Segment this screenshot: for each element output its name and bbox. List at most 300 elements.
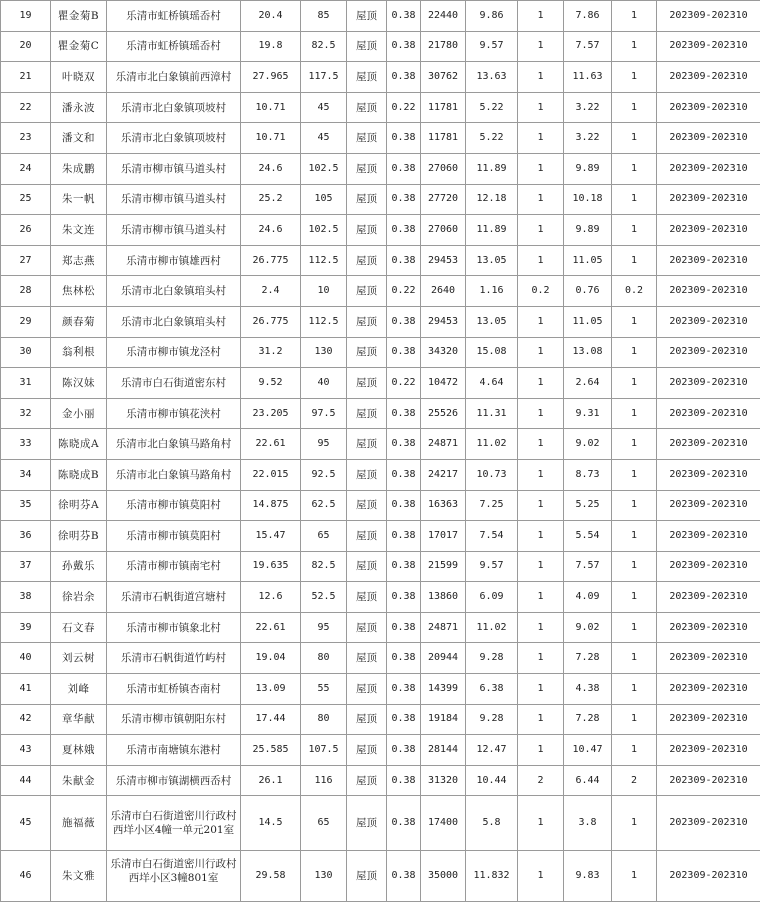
- install-address-cell: 乐清市虹桥镇瑶岙村: [107, 31, 241, 62]
- install-address-cell: 乐清市柳市镇龙泾村: [107, 337, 241, 368]
- owner-name-cell: 徐岩余: [51, 582, 107, 613]
- billing-period-cell: 202309-202310: [657, 306, 760, 337]
- subsidy-amount-cell: 1.16: [466, 276, 518, 307]
- share-a-cell: 1: [518, 612, 564, 643]
- share-c-cell: 1: [612, 153, 657, 184]
- owner-name-cell: 郑志燕: [51, 245, 107, 276]
- unit-price-cell: 0.38: [387, 551, 421, 582]
- install-type-cell: 屋顶: [347, 123, 387, 154]
- install-type-cell: 屋顶: [347, 765, 387, 796]
- generation-kwh-cell: 27720: [421, 184, 466, 215]
- owner-name-cell: 朱献金: [51, 765, 107, 796]
- capacity-kw-cell: 17.44: [241, 704, 301, 735]
- unit-price-cell: 0.38: [387, 643, 421, 674]
- subsidy-amount-cell: 4.64: [466, 368, 518, 399]
- row-number-cell: 46: [1, 851, 51, 902]
- install-type-cell: 屋顶: [347, 306, 387, 337]
- install-type-cell: 屋顶: [347, 1, 387, 32]
- generation-kwh-cell: 13860: [421, 582, 466, 613]
- install-type-cell: 屋顶: [347, 612, 387, 643]
- panel-area-cell: 102.5: [301, 215, 347, 246]
- owner-name-cell: 章华献: [51, 704, 107, 735]
- panel-area-cell: 112.5: [301, 245, 347, 276]
- generation-kwh-cell: 28144: [421, 735, 466, 766]
- billing-period-cell: 202309-202310: [657, 398, 760, 429]
- subsidy-amount-cell: 10.73: [466, 459, 518, 490]
- install-address-cell: 乐清市白石街道密川行政村西垟小区4幢一单元201室: [107, 796, 241, 851]
- share-c-cell: 1: [612, 612, 657, 643]
- subsidy-amount-cell: 5.22: [466, 123, 518, 154]
- table-row: [1, 368, 760, 399]
- subsidy-amount-cell: 13.63: [466, 62, 518, 93]
- generation-kwh-cell: 27060: [421, 215, 466, 246]
- share-c-cell: 1: [612, 215, 657, 246]
- share-b-cell: 0.76: [564, 276, 612, 307]
- share-b-cell: 11.63: [564, 62, 612, 93]
- unit-price-cell: 0.38: [387, 704, 421, 735]
- subsidy-amount-cell: 7.25: [466, 490, 518, 521]
- capacity-kw-cell: 14.5: [241, 796, 301, 851]
- billing-period-cell: 202309-202310: [657, 245, 760, 276]
- unit-price-cell: 0.38: [387, 337, 421, 368]
- capacity-kw-cell: 13.09: [241, 674, 301, 705]
- owner-name-cell: 叶晓双: [51, 62, 107, 93]
- share-b-cell: 9.02: [564, 612, 612, 643]
- panel-area-cell: 95: [301, 612, 347, 643]
- billing-period-cell: 202309-202310: [657, 31, 760, 62]
- share-b-cell: 11.05: [564, 306, 612, 337]
- panel-area-cell: 95: [301, 429, 347, 460]
- billing-period-cell: 202309-202310: [657, 704, 760, 735]
- panel-area-cell: 82.5: [301, 31, 347, 62]
- panel-area-cell: 65: [301, 521, 347, 552]
- subsidy-amount-cell: 6.38: [466, 674, 518, 705]
- billing-period-cell: 202309-202310: [657, 765, 760, 796]
- table-row: [1, 582, 760, 613]
- install-type-cell: 屋顶: [347, 643, 387, 674]
- panel-area-cell: 116: [301, 765, 347, 796]
- generation-kwh-cell: 24217: [421, 459, 466, 490]
- share-b-cell: 10.18: [564, 184, 612, 215]
- share-c-cell: 1: [612, 429, 657, 460]
- share-a-cell: 1: [518, 459, 564, 490]
- table-row: [1, 704, 760, 735]
- install-type-cell: 屋顶: [347, 429, 387, 460]
- owner-name-cell: 刘峰: [51, 674, 107, 705]
- panel-area-cell: 80: [301, 704, 347, 735]
- capacity-kw-cell: 24.6: [241, 215, 301, 246]
- owner-name-cell: 徐明芬A: [51, 490, 107, 521]
- table-row: [1, 490, 760, 521]
- owner-name-cell: 焦林松: [51, 276, 107, 307]
- install-type-cell: 屋顶: [347, 521, 387, 552]
- install-address-cell: 乐清市柳市镇朝阳东村: [107, 704, 241, 735]
- billing-period-cell: 202309-202310: [657, 429, 760, 460]
- install-address-cell: 乐清市柳市镇象北村: [107, 612, 241, 643]
- install-address-cell: 乐清市北白象镇项坡村: [107, 123, 241, 154]
- share-c-cell: 1: [612, 245, 657, 276]
- unit-price-cell: 0.38: [387, 521, 421, 552]
- install-address-cell: 乐清市白石街道密东村: [107, 368, 241, 399]
- capacity-kw-cell: 27.965: [241, 62, 301, 93]
- subsidy-amount-cell: 9.57: [466, 31, 518, 62]
- generation-kwh-cell: 30762: [421, 62, 466, 93]
- unit-price-cell: 0.38: [387, 215, 421, 246]
- share-b-cell: 4.38: [564, 674, 612, 705]
- unit-price-cell: 0.38: [387, 796, 421, 851]
- unit-price-cell: 0.38: [387, 245, 421, 276]
- generation-kwh-cell: 11781: [421, 92, 466, 123]
- share-a-cell: 1: [518, 31, 564, 62]
- unit-price-cell: 0.38: [387, 1, 421, 32]
- share-c-cell: 1: [612, 521, 657, 552]
- billing-period-cell: 202309-202310: [657, 551, 760, 582]
- panel-area-cell: 112.5: [301, 306, 347, 337]
- panel-area-cell: 45: [301, 92, 347, 123]
- share-b-cell: 9.89: [564, 153, 612, 184]
- share-c-cell: 1: [612, 643, 657, 674]
- capacity-kw-cell: 25.585: [241, 735, 301, 766]
- subsidy-amount-cell: 10.44: [466, 765, 518, 796]
- generation-kwh-cell: 25526: [421, 398, 466, 429]
- share-b-cell: 7.57: [564, 31, 612, 62]
- row-number-cell: 28: [1, 276, 51, 307]
- panel-area-cell: 97.5: [301, 398, 347, 429]
- unit-price-cell: 0.22: [387, 276, 421, 307]
- panel-area-cell: 40: [301, 368, 347, 399]
- billing-period-cell: 202309-202310: [657, 184, 760, 215]
- billing-period-cell: 202309-202310: [657, 62, 760, 93]
- share-a-cell: 1: [518, 674, 564, 705]
- subsidy-amount-cell: 7.54: [466, 521, 518, 552]
- unit-price-cell: 0.38: [387, 62, 421, 93]
- share-a-cell: 1: [518, 521, 564, 552]
- generation-kwh-cell: 29453: [421, 245, 466, 276]
- generation-kwh-cell: 17017: [421, 521, 466, 552]
- install-address-cell: 乐清市石帆街道竹屿村: [107, 643, 241, 674]
- row-number-cell: 34: [1, 459, 51, 490]
- billing-period-cell: 202309-202310: [657, 368, 760, 399]
- owner-name-cell: 朱文连: [51, 215, 107, 246]
- row-number-cell: 25: [1, 184, 51, 215]
- panel-area-cell: 45: [301, 123, 347, 154]
- capacity-kw-cell: 2.4: [241, 276, 301, 307]
- install-type-cell: 屋顶: [347, 276, 387, 307]
- row-number-cell: 45: [1, 796, 51, 851]
- share-b-cell: 9.02: [564, 429, 612, 460]
- panel-area-cell: 130: [301, 851, 347, 902]
- install-type-cell: 屋顶: [347, 704, 387, 735]
- share-a-cell: 1: [518, 851, 564, 902]
- capacity-kw-cell: 19.8: [241, 31, 301, 62]
- owner-name-cell: 潘永波: [51, 92, 107, 123]
- capacity-kw-cell: 20.4: [241, 1, 301, 32]
- share-c-cell: 1: [612, 368, 657, 399]
- install-type-cell: 屋顶: [347, 796, 387, 851]
- table-row: [1, 306, 760, 337]
- capacity-kw-cell: 26.775: [241, 245, 301, 276]
- row-number-cell: 38: [1, 582, 51, 613]
- owner-name-cell: 徐明芬B: [51, 521, 107, 552]
- row-number-cell: 42: [1, 704, 51, 735]
- unit-price-cell: 0.38: [387, 851, 421, 902]
- billing-period-cell: 202309-202310: [657, 215, 760, 246]
- install-address-cell: 乐清市北白象镇琯头村: [107, 306, 241, 337]
- subsidy-amount-cell: 9.86: [466, 1, 518, 32]
- share-c-cell: 1: [612, 1, 657, 32]
- install-type-cell: 屋顶: [347, 215, 387, 246]
- owner-name-cell: 刘云树: [51, 643, 107, 674]
- install-address-cell: 乐清市柳市镇莫阳村: [107, 490, 241, 521]
- subsidy-amount-cell: 5.22: [466, 92, 518, 123]
- table-row: [1, 398, 760, 429]
- panel-area-cell: 105: [301, 184, 347, 215]
- generation-kwh-cell: 31320: [421, 765, 466, 796]
- subsidy-amount-cell: 12.18: [466, 184, 518, 215]
- owner-name-cell: 颜春菊: [51, 306, 107, 337]
- install-type-cell: 屋顶: [347, 245, 387, 276]
- row-number-cell: 21: [1, 62, 51, 93]
- unit-price-cell: 0.38: [387, 582, 421, 613]
- generation-kwh-cell: 2640: [421, 276, 466, 307]
- billing-period-cell: 202309-202310: [657, 92, 760, 123]
- share-a-cell: 1: [518, 429, 564, 460]
- share-b-cell: 5.25: [564, 490, 612, 521]
- capacity-kw-cell: 24.6: [241, 153, 301, 184]
- table-row: [1, 276, 760, 307]
- row-number-cell: 22: [1, 92, 51, 123]
- generation-kwh-cell: 11781: [421, 123, 466, 154]
- share-c-cell: 1: [612, 92, 657, 123]
- share-a-cell: 1: [518, 184, 564, 215]
- unit-price-cell: 0.38: [387, 306, 421, 337]
- subsidy-amount-cell: 11.89: [466, 153, 518, 184]
- table-row: [1, 1, 760, 32]
- install-address-cell: 乐清市北白象镇前西漳村: [107, 62, 241, 93]
- install-address-cell: 乐清市石帆街道宫塘村: [107, 582, 241, 613]
- table-row: [1, 31, 760, 62]
- unit-price-cell: 0.38: [387, 31, 421, 62]
- row-number-cell: 26: [1, 215, 51, 246]
- share-a-cell: 1: [518, 490, 564, 521]
- install-type-cell: 屋顶: [347, 92, 387, 123]
- owner-name-cell: 潘文和: [51, 123, 107, 154]
- generation-kwh-cell: 17400: [421, 796, 466, 851]
- capacity-kw-cell: 22.61: [241, 429, 301, 460]
- table-row: [1, 337, 760, 368]
- share-a-cell: 1: [518, 337, 564, 368]
- generation-kwh-cell: 24871: [421, 612, 466, 643]
- share-c-cell: 1: [612, 337, 657, 368]
- generation-kwh-cell: 20944: [421, 643, 466, 674]
- share-c-cell: 1: [612, 674, 657, 705]
- billing-period-cell: 202309-202310: [657, 851, 760, 902]
- table-row: [1, 92, 760, 123]
- subsidy-amount-cell: 9.28: [466, 704, 518, 735]
- install-type-cell: 屋顶: [347, 582, 387, 613]
- share-b-cell: 9.83: [564, 851, 612, 902]
- panel-area-cell: 82.5: [301, 551, 347, 582]
- table-row: [1, 62, 760, 93]
- unit-price-cell: 0.22: [387, 368, 421, 399]
- capacity-kw-cell: 19.635: [241, 551, 301, 582]
- row-number-cell: 20: [1, 31, 51, 62]
- billing-period-cell: 202309-202310: [657, 276, 760, 307]
- panel-area-cell: 52.5: [301, 582, 347, 613]
- share-b-cell: 3.8: [564, 796, 612, 851]
- table-row: [1, 153, 760, 184]
- owner-name-cell: 陈汉妹: [51, 368, 107, 399]
- panel-area-cell: 107.5: [301, 735, 347, 766]
- owner-name-cell: 朱文雅: [51, 851, 107, 902]
- billing-period-cell: 202309-202310: [657, 521, 760, 552]
- row-number-cell: 29: [1, 306, 51, 337]
- generation-kwh-cell: 16363: [421, 490, 466, 521]
- share-a-cell: 1: [518, 551, 564, 582]
- share-c-cell: 1: [612, 184, 657, 215]
- subsidy-amount-cell: 13.05: [466, 245, 518, 276]
- share-a-cell: 1: [518, 368, 564, 399]
- capacity-kw-cell: 22.015: [241, 459, 301, 490]
- row-number-cell: 27: [1, 245, 51, 276]
- billing-period-cell: 202309-202310: [657, 490, 760, 521]
- install-type-cell: 屋顶: [347, 398, 387, 429]
- share-c-cell: 1: [612, 459, 657, 490]
- unit-price-cell: 0.38: [387, 735, 421, 766]
- billing-period-cell: 202309-202310: [657, 337, 760, 368]
- share-a-cell: 1: [518, 582, 564, 613]
- install-address-cell: 乐清市南塘镇东港村: [107, 735, 241, 766]
- generation-kwh-cell: 34320: [421, 337, 466, 368]
- table-row: [1, 429, 760, 460]
- owner-name-cell: 瞿金菊C: [51, 31, 107, 62]
- install-type-cell: 屋顶: [347, 735, 387, 766]
- share-a-cell: 1: [518, 796, 564, 851]
- subsidy-amount-cell: 6.09: [466, 582, 518, 613]
- capacity-kw-cell: 19.04: [241, 643, 301, 674]
- install-address-cell: 乐清市柳市镇南宅村: [107, 551, 241, 582]
- share-a-cell: 1: [518, 306, 564, 337]
- row-number-cell: 39: [1, 612, 51, 643]
- install-type-cell: 屋顶: [347, 184, 387, 215]
- share-a-cell: 1: [518, 92, 564, 123]
- share-b-cell: 11.05: [564, 245, 612, 276]
- install-type-cell: 屋顶: [347, 674, 387, 705]
- share-b-cell: 2.64: [564, 368, 612, 399]
- share-a-cell: 1: [518, 1, 564, 32]
- row-number-cell: 19: [1, 1, 51, 32]
- share-c-cell: 1: [612, 490, 657, 521]
- subsidy-amount-cell: 11.02: [466, 612, 518, 643]
- panel-area-cell: 85: [301, 1, 347, 32]
- share-c-cell: 1: [612, 704, 657, 735]
- capacity-kw-cell: 29.58: [241, 851, 301, 902]
- table-row: [1, 674, 760, 705]
- share-a-cell: 1: [518, 153, 564, 184]
- install-type-cell: 屋顶: [347, 153, 387, 184]
- table-row: [1, 123, 760, 154]
- share-c-cell: 1: [612, 306, 657, 337]
- unit-price-cell: 0.38: [387, 153, 421, 184]
- share-c-cell: 0.2: [612, 276, 657, 307]
- share-a-cell: 0.2: [518, 276, 564, 307]
- capacity-kw-cell: 26.775: [241, 306, 301, 337]
- billing-period-cell: 202309-202310: [657, 1, 760, 32]
- subsidy-amount-cell: 11.02: [466, 429, 518, 460]
- table-row: [1, 735, 760, 766]
- share-a-cell: 2: [518, 765, 564, 796]
- subsidy-amount-cell: 9.57: [466, 551, 518, 582]
- share-b-cell: 13.08: [564, 337, 612, 368]
- table-row: [1, 521, 760, 552]
- install-address-cell: 乐清市北白象镇马路角村: [107, 429, 241, 460]
- generation-kwh-cell: 24871: [421, 429, 466, 460]
- capacity-kw-cell: 25.2: [241, 184, 301, 215]
- billing-period-cell: 202309-202310: [657, 643, 760, 674]
- share-b-cell: 7.28: [564, 704, 612, 735]
- billing-period-cell: 202309-202310: [657, 796, 760, 851]
- install-address-cell: 乐清市柳市镇马道头村: [107, 215, 241, 246]
- share-b-cell: 7.57: [564, 551, 612, 582]
- share-a-cell: 1: [518, 62, 564, 93]
- share-c-cell: 2: [612, 765, 657, 796]
- table-row: [1, 643, 760, 674]
- install-type-cell: 屋顶: [347, 851, 387, 902]
- generation-kwh-cell: 19184: [421, 704, 466, 735]
- unit-price-cell: 0.38: [387, 398, 421, 429]
- share-b-cell: 3.22: [564, 92, 612, 123]
- capacity-kw-cell: 10.71: [241, 123, 301, 154]
- panel-area-cell: 62.5: [301, 490, 347, 521]
- share-b-cell: 5.54: [564, 521, 612, 552]
- share-a-cell: 1: [518, 704, 564, 735]
- row-number-cell: 35: [1, 490, 51, 521]
- share-b-cell: 8.73: [564, 459, 612, 490]
- owner-name-cell: 陈晓成B: [51, 459, 107, 490]
- table-row: [1, 245, 760, 276]
- owner-name-cell: 金小丽: [51, 398, 107, 429]
- install-address-cell: 乐清市柳市镇莫阳村: [107, 521, 241, 552]
- generation-kwh-cell: 21599: [421, 551, 466, 582]
- install-address-cell: 乐清市柳市镇花浃村: [107, 398, 241, 429]
- subsidy-amount-cell: 12.47: [466, 735, 518, 766]
- share-a-cell: 1: [518, 123, 564, 154]
- generation-kwh-cell: 22440: [421, 1, 466, 32]
- share-a-cell: 1: [518, 643, 564, 674]
- panel-area-cell: 92.5: [301, 459, 347, 490]
- share-b-cell: 9.31: [564, 398, 612, 429]
- generation-kwh-cell: 35000: [421, 851, 466, 902]
- row-number-cell: 30: [1, 337, 51, 368]
- share-c-cell: 1: [612, 796, 657, 851]
- subsidy-amount-cell: 11.832: [466, 851, 518, 902]
- subsidy-amount-cell: 15.08: [466, 337, 518, 368]
- install-type-cell: 屋顶: [347, 31, 387, 62]
- unit-price-cell: 0.38: [387, 612, 421, 643]
- panel-area-cell: 10: [301, 276, 347, 307]
- share-c-cell: 1: [612, 851, 657, 902]
- share-a-cell: 1: [518, 398, 564, 429]
- row-number-cell: 43: [1, 735, 51, 766]
- unit-price-cell: 0.38: [387, 123, 421, 154]
- share-c-cell: 1: [612, 62, 657, 93]
- install-address-cell: 乐清市柳市镇马道头村: [107, 153, 241, 184]
- panel-area-cell: 117.5: [301, 62, 347, 93]
- generation-kwh-cell: 29453: [421, 306, 466, 337]
- owner-name-cell: 施福薇: [51, 796, 107, 851]
- capacity-kw-cell: 23.205: [241, 398, 301, 429]
- capacity-kw-cell: 12.6: [241, 582, 301, 613]
